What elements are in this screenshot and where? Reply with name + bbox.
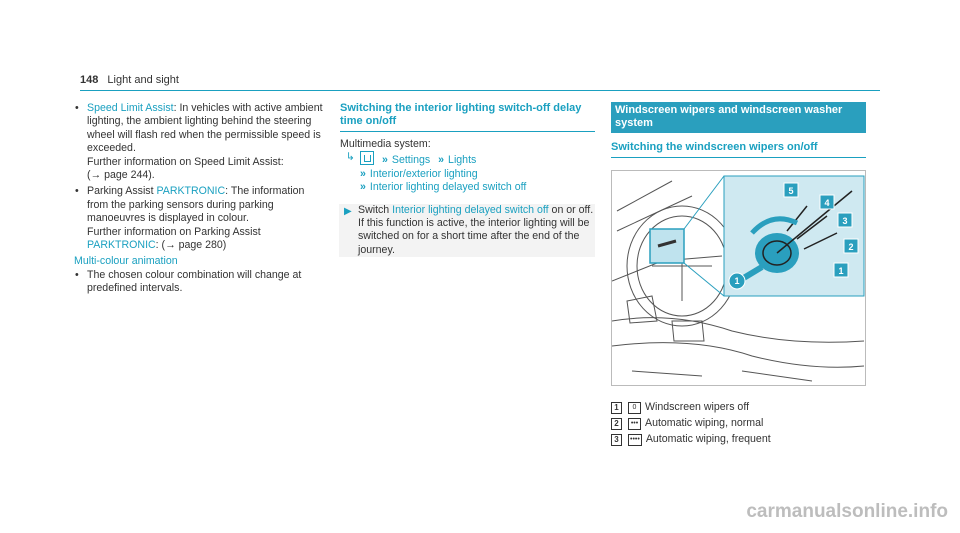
path-lights[interactable]: Lights	[448, 154, 477, 167]
chevron-icon: »	[438, 154, 445, 167]
path-delayed-switch-off[interactable]: Interior lighting delayed switch off	[369, 181, 527, 194]
switch-position-icon: •••	[628, 418, 641, 430]
column-middle	[340, 102, 595, 257]
menu-path	[340, 151, 595, 167]
step-arrow-icon: ▶	[344, 205, 352, 217]
chevron-icon: »	[382, 154, 388, 167]
switch-position-icon: 0	[628, 402, 641, 414]
wiper-illustration	[611, 170, 866, 386]
page-header	[80, 74, 179, 87]
switch-position-icon: ••••	[628, 434, 642, 446]
section-heading: Switching the interior lighting switch-off delay time on/off	[340, 102, 595, 132]
system-label: Multimedia system:	[340, 138, 431, 150]
callout-label: 1	[734, 276, 740, 286]
multicolour-heading: Multi-colour animation	[74, 255, 178, 268]
parktronic-link-2[interactable]: PARKTRONIC	[87, 239, 156, 252]
callout-label: 3	[842, 216, 848, 226]
home-icon	[360, 151, 374, 165]
callout-label: 4	[824, 198, 830, 208]
list-item: • Speed Limit Assist: In vehicles with active ambient lighting, the ambient lighting behind the steering wheel will flash red when the permissible speed is exceeded. Further information on Speed Limit Assist: (→ page 244).	[74, 102, 324, 182]
page-number: 148	[80, 74, 99, 86]
speed-limit-assist-link[interactable]: Speed Limit Assist	[87, 102, 174, 114]
legend-item: 2 ••• Automatic wiping, normal	[611, 416, 866, 432]
section-banner: Windscreen wipers and windscreen washer system	[611, 102, 866, 133]
path-interior-exterior[interactable]: Interior/exterior lighting	[369, 167, 478, 180]
watermark: carmanualsonline.info	[746, 501, 948, 522]
return-arrow-icon: ↳	[346, 151, 355, 164]
chevron-icon: »	[360, 181, 366, 194]
instruction-step: ▶ Switch Interior lighting delayed switch off on or off. If this function is active, the interior lighting will be switched on for a short time after the end of the journey.	[339, 204, 595, 258]
sub-heading: Switching the windscreen wipers on/off	[611, 141, 866, 158]
delayed-switch-off-link[interactable]: Interior lighting delayed switch off	[392, 203, 549, 216]
legend-item: 1 0 Windscreen wipers off	[611, 400, 866, 416]
path-settings[interactable]: Settings	[391, 154, 431, 167]
legend-list	[611, 400, 866, 448]
steering-column-drawing	[612, 171, 865, 385]
legend-item: 3 •••• Automatic wiping, frequent	[611, 432, 866, 448]
list-item: • Parking Assist PARKTRONIC: The information from the parking sensors during parking manoeuvres is displayed in colour. Further information on Parking Assist PARKTRONIC: (→ page 280)	[74, 185, 324, 252]
column-right	[611, 102, 866, 448]
list-item: • The chosen colour combination will change at predefined intervals.	[74, 269, 324, 296]
section-title: Light and sight	[107, 74, 179, 86]
chevron-icon: »	[360, 167, 366, 180]
callout-label: 1	[838, 266, 844, 276]
callout-label: 2	[848, 242, 854, 252]
callout-label: 5	[788, 186, 794, 196]
parktronic-link[interactable]: PARKTRONIC	[156, 185, 226, 198]
column-left	[74, 102, 324, 296]
header-rule	[80, 90, 880, 91]
